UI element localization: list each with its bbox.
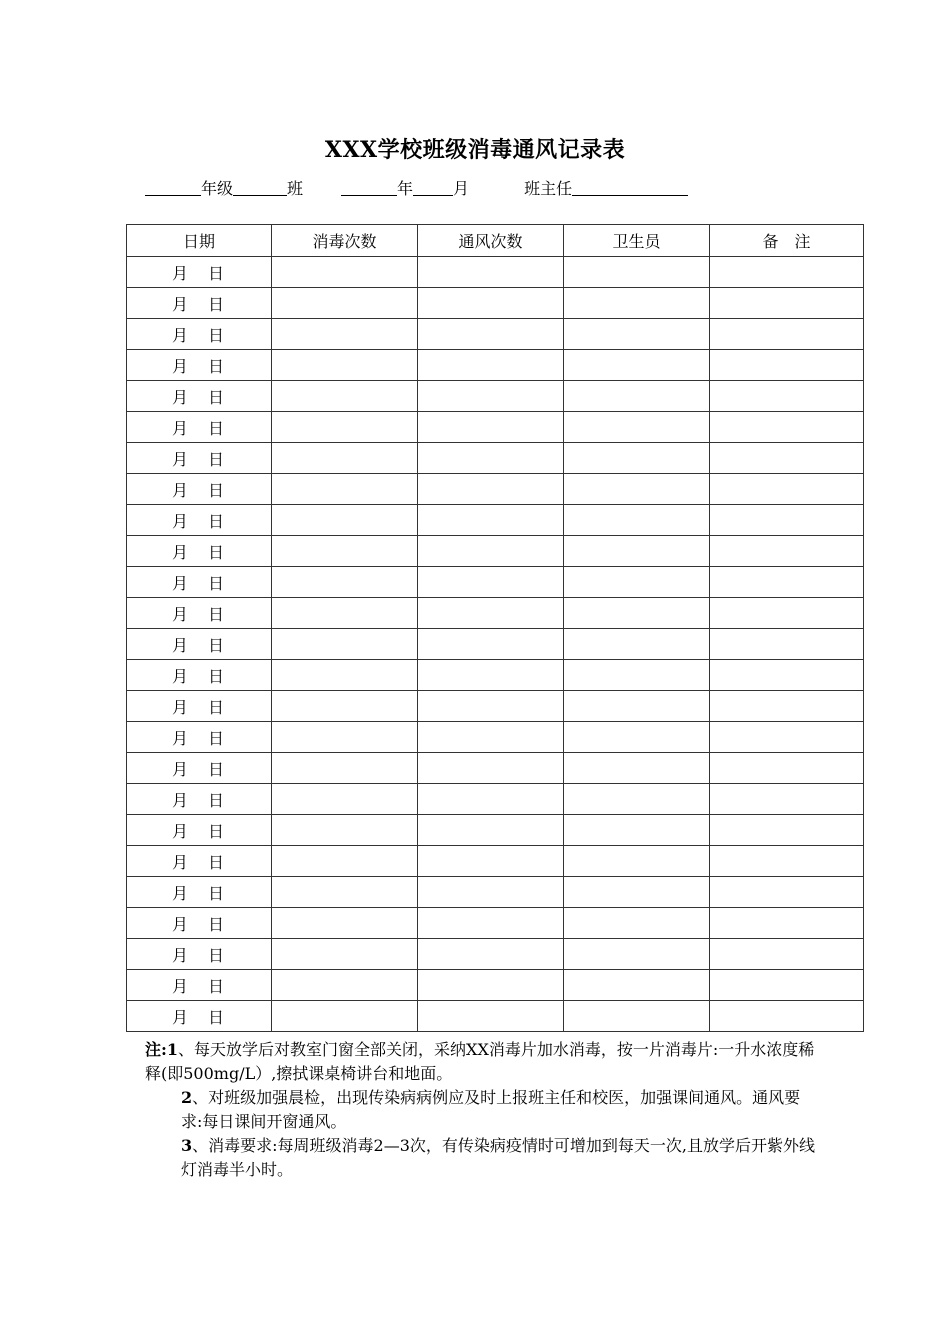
grade-label: 年级 <box>201 179 234 198</box>
table-row <box>127 722 864 753</box>
date-cell[interactable]: 月 日 <box>127 722 272 753</box>
health-monitor-cell[interactable] <box>564 753 710 784</box>
remarks-cell[interactable] <box>710 381 864 412</box>
ventilation-count-cell[interactable] <box>418 815 564 846</box>
header-date: 日期 <box>127 225 272 257</box>
remarks-cell[interactable] <box>710 846 864 877</box>
ventilation-count-cell[interactable] <box>418 350 564 381</box>
ventilation-count-cell[interactable] <box>418 908 564 939</box>
ventilation-count-cell[interactable] <box>418 412 564 443</box>
disinfection-count-cell[interactable] <box>272 846 418 877</box>
note-2: 2、对班级加强晨检，出现传染病病例应及时上报班主任和校医，加强课间通风。通风要求:每日课间开窗通风。 <box>181 1088 801 1131</box>
health-monitor-cell[interactable] <box>564 660 710 691</box>
remarks-cell[interactable] <box>710 660 864 691</box>
table-row <box>127 443 864 474</box>
ventilation-count-cell[interactable] <box>418 722 564 753</box>
table-row <box>127 815 864 846</box>
disinfection-count-cell[interactable] <box>272 536 418 567</box>
health-monitor-cell[interactable] <box>564 443 710 474</box>
health-monitor-cell[interactable] <box>564 412 710 443</box>
remarks-cell[interactable] <box>710 815 864 846</box>
table-row <box>127 629 864 660</box>
ventilation-count-cell[interactable] <box>418 257 564 288</box>
date-cell[interactable]: 月 日 <box>127 505 272 536</box>
remarks-cell[interactable] <box>710 753 864 784</box>
table-row <box>127 846 864 877</box>
table-row <box>127 660 864 691</box>
table-row <box>127 567 864 598</box>
health-monitor-cell[interactable] <box>564 257 710 288</box>
disinfection-count-cell[interactable] <box>272 567 418 598</box>
date-cell[interactable]: 月 日 <box>127 319 272 350</box>
health-monitor-cell[interactable] <box>564 505 710 536</box>
health-monitor-cell[interactable] <box>564 877 710 908</box>
remarks-cell[interactable] <box>710 908 864 939</box>
ventilation-count-cell[interactable] <box>418 319 564 350</box>
remarks-cell[interactable] <box>710 567 864 598</box>
health-monitor-cell[interactable] <box>564 381 710 412</box>
date-cell[interactable]: 月 日 <box>127 908 272 939</box>
ventilation-count-cell[interactable] <box>418 784 564 815</box>
health-monitor-cell[interactable] <box>564 319 710 350</box>
remarks-cell[interactable] <box>710 1001 864 1032</box>
date-cell[interactable]: 月 日 <box>127 877 272 908</box>
health-monitor-cell[interactable] <box>564 970 710 1001</box>
table-row <box>127 753 864 784</box>
remarks-cell[interactable] <box>710 443 864 474</box>
health-monitor-cell[interactable] <box>564 629 710 660</box>
date-cell[interactable]: 月 日 <box>127 691 272 722</box>
date-cell[interactable]: 月 日 <box>127 784 272 815</box>
ventilation-count-cell[interactable] <box>418 288 564 319</box>
table-row <box>127 598 864 629</box>
record-table <box>126 224 864 1032</box>
remarks-cell[interactable] <box>710 691 864 722</box>
notes-section <box>145 1038 815 1182</box>
disinfection-count-cell[interactable] <box>272 815 418 846</box>
date-cell[interactable]: 月 日 <box>127 350 272 381</box>
health-monitor-cell[interactable] <box>564 536 710 567</box>
date-cell[interactable]: 月 日 <box>127 660 272 691</box>
disinfection-count-cell[interactable] <box>272 753 418 784</box>
class-blank[interactable] <box>233 180 287 196</box>
month-blank[interactable] <box>413 180 453 196</box>
table-row <box>127 536 864 567</box>
note-1: 注:1、每天放学后对教室门窗全部关闭，采纳XX消毒片加水消毒，按一片消毒片:一升水浓度稀释(即500mg/L）,擦拭课桌椅讲台和地面。 <box>145 1040 815 1083</box>
ventilation-count-cell[interactable] <box>418 629 564 660</box>
note-3: 3、消毒要求:每周班级消毒2—3次，有传染病疫情时可增加到每天一次,且放学后开紫外线灯消毒半小时。 <box>181 1136 815 1179</box>
header-ventilation-count: 通风次数 <box>418 225 564 257</box>
date-cell[interactable]: 月 日 <box>127 567 272 598</box>
date-cell[interactable]: 月 日 <box>127 629 272 660</box>
date-cell[interactable]: 月 日 <box>127 443 272 474</box>
health-monitor-cell[interactable] <box>564 567 710 598</box>
ventilation-count-cell[interactable] <box>418 505 564 536</box>
ventilation-count-cell[interactable] <box>418 536 564 567</box>
date-cell[interactable]: 月 日 <box>127 536 272 567</box>
date-cell[interactable]: 月 日 <box>127 288 272 319</box>
table-row <box>127 257 864 288</box>
table-header-row <box>127 225 864 257</box>
ventilation-count-cell[interactable] <box>418 443 564 474</box>
table-row <box>127 381 864 412</box>
table-row <box>127 319 864 350</box>
ventilation-count-cell[interactable] <box>418 970 564 1001</box>
table-row <box>127 474 864 505</box>
remarks-cell[interactable] <box>710 350 864 381</box>
header-remarks: 备 注 <box>710 225 864 257</box>
table-row <box>127 691 864 722</box>
disinfection-count-cell[interactable] <box>272 970 418 1001</box>
remarks-cell[interactable] <box>710 784 864 815</box>
ventilation-count-cell[interactable] <box>418 753 564 784</box>
remarks-cell[interactable] <box>710 629 864 660</box>
health-monitor-cell[interactable] <box>564 474 710 505</box>
health-monitor-cell[interactable] <box>564 846 710 877</box>
disinfection-count-cell[interactable] <box>272 350 418 381</box>
health-monitor-cell[interactable] <box>564 908 710 939</box>
remarks-cell[interactable] <box>710 257 864 288</box>
page-title: XXX学校班级消毒通风记录表 <box>324 137 626 163</box>
date-cell[interactable]: 月 日 <box>127 815 272 846</box>
health-monitor-cell[interactable] <box>564 598 710 629</box>
remarks-cell[interactable] <box>710 474 864 505</box>
year-label: 年 <box>397 179 414 198</box>
ventilation-count-cell[interactable] <box>418 474 564 505</box>
disinfection-count-cell[interactable] <box>272 629 418 660</box>
ventilation-count-cell[interactable] <box>418 691 564 722</box>
disinfection-count-cell[interactable] <box>272 474 418 505</box>
health-monitor-cell[interactable] <box>564 1001 710 1032</box>
remarks-cell[interactable] <box>710 412 864 443</box>
ventilation-count-cell[interactable] <box>418 939 564 970</box>
disinfection-count-cell[interactable] <box>272 1001 418 1032</box>
ventilation-count-cell[interactable] <box>418 660 564 691</box>
table-row <box>127 970 864 1001</box>
date-cell[interactable]: 月 日 <box>127 474 272 505</box>
disinfection-count-cell[interactable] <box>272 877 418 908</box>
date-cell[interactable]: 月 日 <box>127 970 272 1001</box>
remarks-cell[interactable] <box>710 877 864 908</box>
remarks-cell[interactable] <box>710 722 864 753</box>
health-monitor-cell[interactable] <box>564 691 710 722</box>
year-blank[interactable] <box>341 180 397 196</box>
header-health-monitor: 卫生员 <box>564 225 710 257</box>
disinfection-count-cell[interactable] <box>272 288 418 319</box>
remarks-cell[interactable] <box>710 505 864 536</box>
table-row <box>127 288 864 319</box>
table-row <box>127 412 864 443</box>
health-monitor-cell[interactable] <box>564 815 710 846</box>
date-cell[interactable]: 月 日 <box>127 753 272 784</box>
date-cell[interactable]: 月 日 <box>127 381 272 412</box>
table-row <box>127 1001 864 1032</box>
disinfection-count-cell[interactable] <box>272 505 418 536</box>
table-row <box>127 350 864 381</box>
date-cell[interactable]: 月 日 <box>127 598 272 629</box>
class-label: 班 <box>287 179 304 198</box>
ventilation-count-cell[interactable] <box>418 567 564 598</box>
table-row <box>127 784 864 815</box>
date-cell[interactable]: 月 日 <box>127 939 272 970</box>
disinfection-count-cell[interactable] <box>272 660 418 691</box>
disinfection-count-cell[interactable] <box>272 784 418 815</box>
date-cell[interactable]: 月 日 <box>127 257 272 288</box>
health-monitor-cell[interactable] <box>564 784 710 815</box>
teacher-blank[interactable] <box>572 180 688 196</box>
disinfection-count-cell[interactable] <box>272 381 418 412</box>
date-cell[interactable]: 月 日 <box>127 412 272 443</box>
disinfection-count-cell[interactable] <box>272 939 418 970</box>
disinfection-count-cell[interactable] <box>272 691 418 722</box>
disinfection-count-cell[interactable] <box>272 598 418 629</box>
health-monitor-cell[interactable] <box>564 722 710 753</box>
disinfection-count-cell[interactable] <box>272 722 418 753</box>
month-label: 月 <box>453 179 470 198</box>
ventilation-count-cell[interactable] <box>418 598 564 629</box>
disinfection-count-cell[interactable] <box>272 443 418 474</box>
class-info-line <box>145 176 688 199</box>
date-cell[interactable]: 月 日 <box>127 1001 272 1032</box>
health-monitor-cell[interactable] <box>564 350 710 381</box>
table-row <box>127 908 864 939</box>
header-disinfection-count: 消毒次数 <box>272 225 418 257</box>
grade-blank[interactable] <box>145 180 201 196</box>
table-row <box>127 877 864 908</box>
health-monitor-cell[interactable] <box>564 288 710 319</box>
ventilation-count-cell[interactable] <box>418 877 564 908</box>
remarks-cell[interactable] <box>710 288 864 319</box>
teacher-label: 班主任 <box>524 179 573 198</box>
remarks-cell[interactable] <box>710 598 864 629</box>
ventilation-count-cell[interactable] <box>418 846 564 877</box>
remarks-cell[interactable] <box>710 939 864 970</box>
health-monitor-cell[interactable] <box>564 939 710 970</box>
remarks-cell[interactable] <box>710 319 864 350</box>
disinfection-count-cell[interactable] <box>272 319 418 350</box>
disinfection-count-cell[interactable] <box>272 908 418 939</box>
table-row <box>127 505 864 536</box>
ventilation-count-cell[interactable] <box>418 1001 564 1032</box>
remarks-cell[interactable] <box>710 970 864 1001</box>
remarks-cell[interactable] <box>710 536 864 567</box>
table-row <box>127 939 864 970</box>
date-cell[interactable]: 月 日 <box>127 846 272 877</box>
disinfection-count-cell[interactable] <box>272 257 418 288</box>
ventilation-count-cell[interactable] <box>418 381 564 412</box>
disinfection-count-cell[interactable] <box>272 412 418 443</box>
